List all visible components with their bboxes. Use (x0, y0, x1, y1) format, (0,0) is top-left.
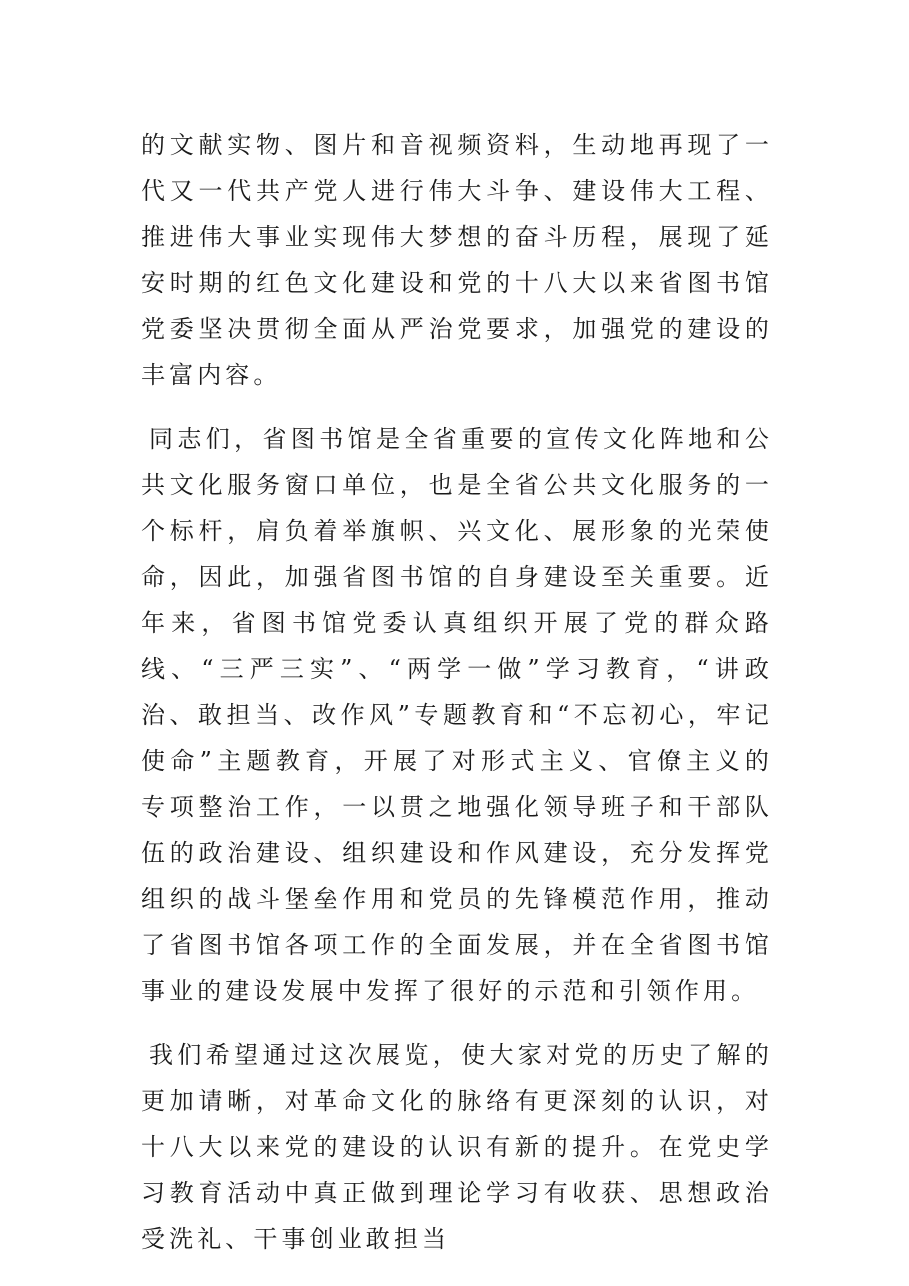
paragraph-3: 我们希望通过这次展览，使大家对党的历史了解的更加请晰，对革命文化的脉络有更深刻的认识，对十八大以来党的建设的认识有新的提升。在党史学习教育活动中真正做到理论学习有收获、思想政治受洗礼、干事创业敢担当 (141, 1041, 773, 1253)
document-body (141, 122, 773, 1280)
paragraph-2: 同志们，省图书馆是全省重要的宣传文化阵地和公共文化服务窗口单位，也是全省公共文化服务的一个标杆，肩负着举旗帜、兴文化、展形象的光荣使命，因此，加强省图书馆的自身建设至关重要。近年来，省图书馆党委认真组织开展了党的群众路线、“三严三实”、“两学一做”学习教育，“讲政治、敢担当、改作风”专题教育和“不忘初心，牢记使命”主题教育，开展了对形式主义、官僚主义的专项整治工作，一以贯之地强化领导班子和干部队伍的政治建设、组织建设和作风建设，充分发挥党组织的战斗堡垒作用和党员的先锋模范作用，推动了省图书馆各项工作的全面发展，并在全省图书馆事业的建设发展中发挥了很好的示范和引领作用。 (141, 425, 773, 1005)
paragraph-1: 的文献实物、图片和音视频资料，生动地再现了一代又一代共产党人进行伟大斗争、建设伟大工程、推进伟大事业实现伟大梦想的奋斗历程，展现了延安时期的红色文化建设和党的十八大以来省图书馆党委坚决贯彻全面从严治党要求，加强党的建设的丰富内容。 (141, 131, 773, 389)
